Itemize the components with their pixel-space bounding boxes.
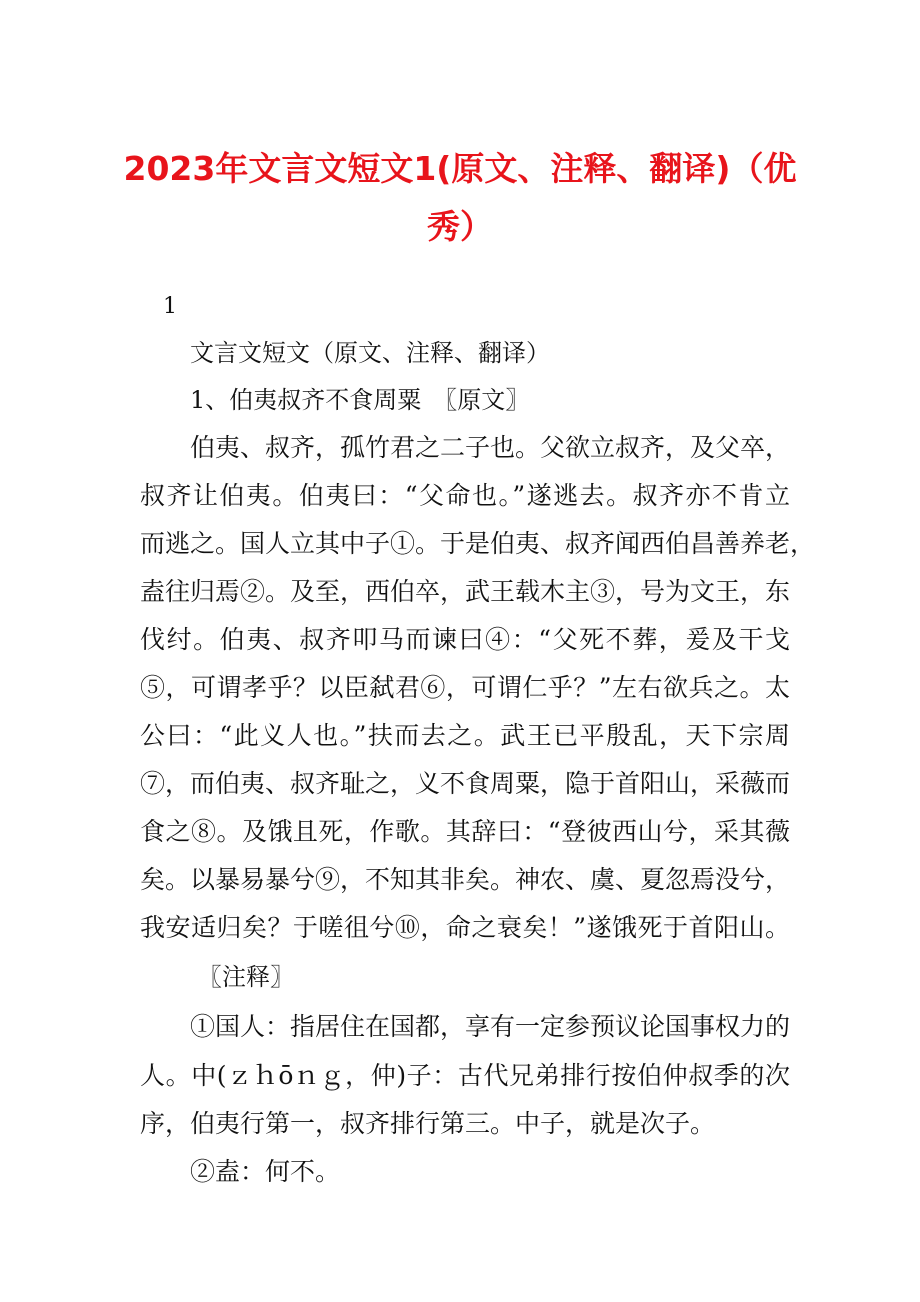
text-line: ⑤，可谓孝乎？以臣弑君⑥，可谓仁乎？”左右欲兵之。太 (140, 673, 790, 702)
text-line: ⑦，而伯夷、叔齐耻之，义不食周粟，隐于首阳山，采薇而 (140, 769, 791, 798)
section-heading: 1、伯夷叔齐不食周粟 〖原文〗 (190, 386, 530, 414)
document-title: 2023年文言文短文1(原文、注释、翻译)（优秀） (123, 149, 797, 246)
text-line: 而逃之。国人立其中子①。于是伯夷、叔齐闻西伯昌善养老， (140, 529, 816, 558)
note-2: ②盍：何不。 (190, 1157, 341, 1186)
text-line: 叔齐让伯夷。伯夷曰：“父命也。”遂逃去。叔齐亦不肯立 (140, 481, 790, 510)
text-line: 公曰：“此义人也。”扶而去之。武王已平殷乱，天下宗周 (140, 721, 790, 750)
text-line: 矣。以暴易暴兮⑨，不知其非矣。神农、虞、夏忽焉没兮， (140, 865, 791, 894)
note-line: 序，伯夷行第一，叔齐排行第三。中子，就是次子。 (140, 1109, 716, 1138)
note-line: ①国人：指居住在国都，享有一定参预议论国事权力的 (190, 1012, 791, 1041)
text-line: 食之⑧。及饿且死，作歌。其辞曰：“登彼西山兮，采其薇 (140, 817, 790, 846)
text-line: 我安适归矣？于嗟徂兮⑩，命之衰矣！”遂饿死于首阳山。 (140, 913, 790, 942)
text-line: 盍往归焉②。及至，西伯卒，武王载木主③，号为文王，东 (140, 577, 791, 606)
text-line: 伯夷、叔齐，孤竹君之二子也。父欲立叔齐，及父卒， (190, 433, 791, 462)
notes-heading: 〖注释〗 (198, 963, 294, 991)
text-line: 伐纣。伯夷、叔齐叩马而谏曰④：“父死不葬，爰及干戈 (140, 625, 790, 654)
page-number: 1 (163, 294, 177, 319)
subtitle: 文言文短文（原文、注释、翻译） (190, 339, 550, 367)
note-line: 人。中(ｚｈōｎｇ，仲)子：古代兄弟排行按伯仲叔季的次 (140, 1061, 790, 1090)
